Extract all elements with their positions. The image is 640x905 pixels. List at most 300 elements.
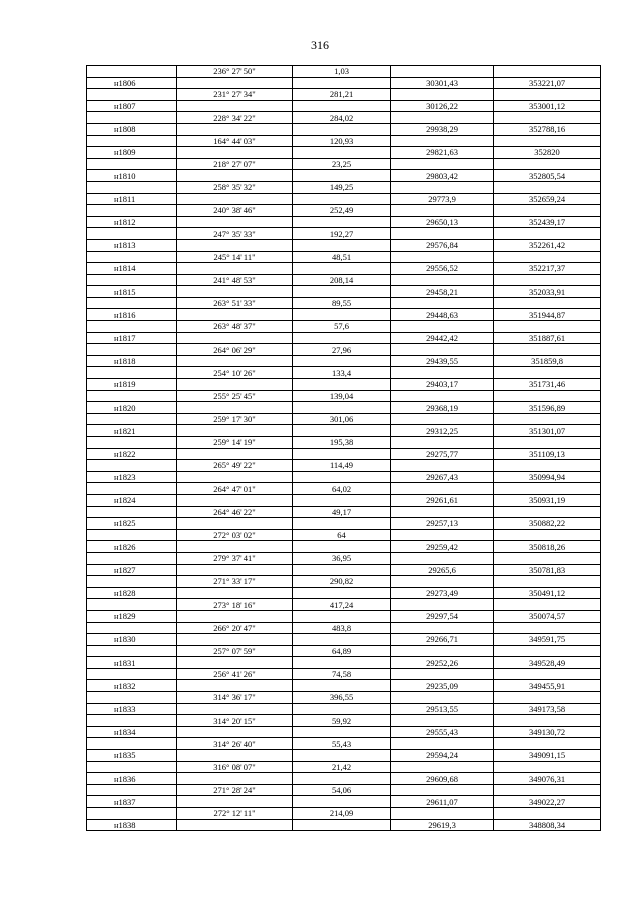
empty-cell — [494, 761, 601, 773]
empty-cell — [494, 668, 601, 680]
segment-length-cell: 208,14 — [293, 274, 391, 286]
empty-cell — [494, 344, 601, 356]
y-coordinate-cell: 350491,12 — [494, 587, 601, 599]
point-name-cell: н1814 — [87, 263, 177, 275]
point-name-cell: н1826 — [87, 541, 177, 553]
empty-cell — [293, 263, 391, 275]
empty-cell — [293, 332, 391, 344]
point-row — [87, 379, 601, 391]
x-coordinate-cell: 29297,54 — [391, 610, 494, 622]
direction-angle-cell: 259° 17' 30" — [177, 413, 293, 425]
empty-cell — [177, 448, 293, 460]
direction-angle-cell: 259° 14' 19" — [177, 437, 293, 449]
empty-cell — [177, 657, 293, 669]
segment-length-cell: 483,8 — [293, 622, 391, 634]
segment-row — [87, 437, 601, 449]
empty-cell — [391, 784, 494, 796]
empty-cell — [494, 576, 601, 588]
y-coordinate-cell: 349091,15 — [494, 750, 601, 762]
empty-cell — [177, 773, 293, 785]
empty-cell — [293, 750, 391, 762]
direction-angle-cell: 279° 37' 41" — [177, 552, 293, 564]
x-coordinate-cell: 29275,77 — [391, 448, 494, 460]
empty-cell — [293, 796, 391, 808]
point-row — [87, 541, 601, 553]
x-coordinate-cell: 29235,09 — [391, 680, 494, 692]
x-coordinate-cell: 29458,21 — [391, 286, 494, 298]
point-row — [87, 170, 601, 182]
empty-cell — [87, 622, 177, 634]
segment-length-cell: 290,82 — [293, 576, 391, 588]
direction-angle-cell: 264° 46' 22" — [177, 506, 293, 518]
y-coordinate-cell: 351859,8 — [494, 355, 601, 367]
empty-cell — [177, 680, 293, 692]
y-coordinate-cell: 351596,89 — [494, 402, 601, 414]
direction-angle-cell: 231° 27' 34" — [177, 89, 293, 101]
direction-angle-cell: 254° 10' 26" — [177, 367, 293, 379]
empty-cell — [177, 425, 293, 437]
empty-cell — [87, 715, 177, 727]
direction-angle-cell: 263° 48' 37" — [177, 321, 293, 333]
point-row — [87, 332, 601, 344]
segment-length-cell: 74,58 — [293, 668, 391, 680]
point-name-cell: н1807 — [87, 100, 177, 112]
empty-cell — [87, 158, 177, 170]
segment-length-cell: 48,51 — [293, 251, 391, 263]
y-coordinate-cell: 352217,37 — [494, 263, 601, 275]
empty-cell — [293, 703, 391, 715]
segment-row — [87, 112, 601, 124]
empty-cell — [87, 321, 177, 333]
empty-cell — [293, 193, 391, 205]
point-row — [87, 494, 601, 506]
empty-cell — [494, 321, 601, 333]
empty-cell — [391, 483, 494, 495]
empty-cell — [391, 761, 494, 773]
empty-cell — [293, 425, 391, 437]
y-coordinate-cell: 353001,12 — [494, 100, 601, 112]
y-coordinate-cell: 349022,27 — [494, 796, 601, 808]
empty-cell — [87, 645, 177, 657]
empty-cell — [87, 274, 177, 286]
segment-length-cell: 133,4 — [293, 367, 391, 379]
point-row — [87, 518, 601, 530]
segment-row — [87, 228, 601, 240]
segment-length-cell: 89,55 — [293, 297, 391, 309]
empty-cell — [177, 518, 293, 530]
empty-cell — [177, 541, 293, 553]
empty-cell — [293, 726, 391, 738]
segment-row — [87, 506, 601, 518]
empty-cell — [293, 379, 391, 391]
empty-cell — [177, 286, 293, 298]
point-row — [87, 564, 601, 576]
segment-row — [87, 413, 601, 425]
y-coordinate-cell: 349528,49 — [494, 657, 601, 669]
direction-angle-cell: 265° 49' 22" — [177, 460, 293, 472]
empty-cell — [494, 529, 601, 541]
empty-cell — [177, 564, 293, 576]
segment-length-cell: 54,06 — [293, 784, 391, 796]
point-name-cell: н1812 — [87, 216, 177, 228]
x-coordinate-cell: 29403,17 — [391, 379, 494, 391]
x-coordinate-cell: 29273,49 — [391, 587, 494, 599]
direction-angle-cell: 247° 35' 33" — [177, 228, 293, 240]
segment-length-cell: 36,95 — [293, 552, 391, 564]
point-name-cell: н1819 — [87, 379, 177, 391]
segment-length-cell: 57,6 — [293, 321, 391, 333]
y-coordinate-cell: 349591,75 — [494, 634, 601, 646]
segment-length-cell: 49,17 — [293, 506, 391, 518]
empty-cell — [177, 796, 293, 808]
empty-cell — [391, 576, 494, 588]
point-row — [87, 309, 601, 321]
empty-cell — [87, 599, 177, 611]
direction-angle-cell: 314° 36' 17" — [177, 692, 293, 704]
empty-cell — [293, 657, 391, 669]
empty-cell — [494, 135, 601, 147]
empty-cell — [494, 390, 601, 402]
empty-cell — [177, 471, 293, 483]
segment-row — [87, 599, 601, 611]
segment-length-cell: 120,93 — [293, 135, 391, 147]
page-number: 316 — [311, 38, 329, 52]
point-name-cell: н1816 — [87, 309, 177, 321]
empty-cell — [293, 147, 391, 159]
x-coordinate-cell: 29439,55 — [391, 355, 494, 367]
y-coordinate-cell: 352788,16 — [494, 123, 601, 135]
segment-length-cell: 27,96 — [293, 344, 391, 356]
empty-cell — [494, 274, 601, 286]
empty-cell — [494, 808, 601, 820]
x-coordinate-cell: 29259,42 — [391, 541, 494, 553]
point-name-cell: н1827 — [87, 564, 177, 576]
y-coordinate-cell: 349173,58 — [494, 703, 601, 715]
x-coordinate-cell: 29594,24 — [391, 750, 494, 762]
empty-cell — [87, 413, 177, 425]
x-coordinate-cell: 29555,43 — [391, 726, 494, 738]
empty-cell — [391, 367, 494, 379]
segment-length-cell: 301,06 — [293, 413, 391, 425]
direction-angle-cell: 245° 14' 11" — [177, 251, 293, 263]
x-coordinate-cell: 29252,26 — [391, 657, 494, 669]
empty-cell — [87, 181, 177, 193]
y-coordinate-cell: 350074,57 — [494, 610, 601, 622]
direction-angle-cell: 314° 20' 15" — [177, 715, 293, 727]
empty-cell — [293, 587, 391, 599]
point-row — [87, 239, 601, 251]
segment-length-cell: 1,03 — [293, 66, 391, 78]
point-name-cell: н1821 — [87, 425, 177, 437]
segment-length-cell: 64,89 — [293, 645, 391, 657]
segment-length-cell: 64 — [293, 529, 391, 541]
segment-row — [87, 808, 601, 820]
point-name-cell: н1834 — [87, 726, 177, 738]
empty-cell — [87, 66, 177, 78]
empty-cell — [293, 610, 391, 622]
empty-cell — [177, 193, 293, 205]
direction-angle-cell: 271° 33' 17" — [177, 576, 293, 588]
empty-cell — [293, 309, 391, 321]
point-row — [87, 471, 601, 483]
x-coordinate-cell: 29368,19 — [391, 402, 494, 414]
x-coordinate-cell: 29576,84 — [391, 239, 494, 251]
x-coordinate-cell: 29312,25 — [391, 425, 494, 437]
empty-cell — [87, 112, 177, 124]
empty-cell — [494, 692, 601, 704]
empty-cell — [293, 471, 391, 483]
empty-cell — [391, 529, 494, 541]
empty-cell — [391, 344, 494, 356]
segment-row — [87, 460, 601, 472]
segment-length-cell: 252,49 — [293, 205, 391, 217]
direction-angle-cell: 255° 25' 45" — [177, 390, 293, 402]
segment-row — [87, 692, 601, 704]
point-row — [87, 263, 601, 275]
direction-angle-cell: 314° 26' 40" — [177, 738, 293, 750]
point-name-cell: н1830 — [87, 634, 177, 646]
point-name-cell: н1822 — [87, 448, 177, 460]
segment-row — [87, 66, 601, 78]
segment-length-cell: 281,21 — [293, 89, 391, 101]
direction-angle-cell: 256° 41' 26" — [177, 668, 293, 680]
y-coordinate-cell: 349076,31 — [494, 773, 601, 785]
segment-row — [87, 645, 601, 657]
empty-cell — [177, 355, 293, 367]
point-name-cell: н1836 — [87, 773, 177, 785]
empty-cell — [391, 181, 494, 193]
x-coordinate-cell: 29448,63 — [391, 309, 494, 321]
empty-cell — [177, 494, 293, 506]
x-coordinate-cell: 29261,61 — [391, 494, 494, 506]
empty-cell — [87, 529, 177, 541]
point-name-cell: н1818 — [87, 355, 177, 367]
point-name-cell: н1828 — [87, 587, 177, 599]
segment-row — [87, 622, 601, 634]
empty-cell — [293, 634, 391, 646]
point-row — [87, 286, 601, 298]
y-coordinate-cell: 348808,34 — [494, 819, 601, 831]
direction-angle-cell: 257° 07' 59" — [177, 645, 293, 657]
empty-cell — [391, 738, 494, 750]
x-coordinate-cell: 29650,13 — [391, 216, 494, 228]
y-coordinate-cell: 350781,83 — [494, 564, 601, 576]
point-row — [87, 216, 601, 228]
segment-row — [87, 715, 601, 727]
segment-row — [87, 297, 601, 309]
empty-cell — [494, 89, 601, 101]
point-name-cell: н1824 — [87, 494, 177, 506]
direction-angle-cell: 273° 18' 16" — [177, 599, 293, 611]
segment-length-cell: 417,24 — [293, 599, 391, 611]
empty-cell — [293, 216, 391, 228]
segment-row — [87, 576, 601, 588]
y-coordinate-cell: 351944,87 — [494, 309, 601, 321]
empty-cell — [391, 460, 494, 472]
empty-cell — [293, 494, 391, 506]
empty-cell — [391, 205, 494, 217]
empty-cell — [177, 379, 293, 391]
y-coordinate-cell: 351301,07 — [494, 425, 601, 437]
empty-cell — [293, 123, 391, 135]
empty-cell — [391, 437, 494, 449]
empty-cell — [391, 692, 494, 704]
point-row — [87, 773, 601, 785]
point-name-cell: н1837 — [87, 796, 177, 808]
empty-cell — [293, 355, 391, 367]
y-coordinate-cell: 352805,54 — [494, 170, 601, 182]
segment-length-cell: 59,92 — [293, 715, 391, 727]
empty-cell — [391, 89, 494, 101]
segment-row — [87, 321, 601, 333]
empty-cell — [177, 100, 293, 112]
segment-length-cell: 149,25 — [293, 181, 391, 193]
empty-cell — [293, 170, 391, 182]
empty-cell — [494, 181, 601, 193]
direction-angle-cell: 316° 08' 07" — [177, 761, 293, 773]
empty-cell — [87, 297, 177, 309]
point-row — [87, 193, 601, 205]
y-coordinate-cell: 350994,94 — [494, 471, 601, 483]
table-body — [87, 66, 601, 831]
y-coordinate-cell: 352439,17 — [494, 216, 601, 228]
empty-cell — [293, 541, 391, 553]
direction-angle-cell: 218° 27' 07" — [177, 158, 293, 170]
empty-cell — [494, 413, 601, 425]
point-name-cell: н1811 — [87, 193, 177, 205]
point-name-cell: н1829 — [87, 610, 177, 622]
empty-cell — [87, 460, 177, 472]
empty-cell — [87, 738, 177, 750]
empty-cell — [391, 135, 494, 147]
empty-cell — [87, 808, 177, 820]
point-name-cell: н1831 — [87, 657, 177, 669]
point-name-cell: н1833 — [87, 703, 177, 715]
point-name-cell: н1809 — [87, 147, 177, 159]
empty-cell — [391, 808, 494, 820]
y-coordinate-cell: 351887,61 — [494, 332, 601, 344]
direction-angle-cell: 236° 27' 50" — [177, 66, 293, 78]
empty-cell — [391, 552, 494, 564]
direction-angle-cell: 264° 47' 01" — [177, 483, 293, 495]
empty-cell — [87, 390, 177, 402]
direction-angle-cell: 228° 34' 22" — [177, 112, 293, 124]
x-coordinate-cell: 29442,42 — [391, 332, 494, 344]
point-name-cell: н1808 — [87, 123, 177, 135]
x-coordinate-cell: 29257,13 — [391, 518, 494, 530]
segment-length-cell: 195,38 — [293, 437, 391, 449]
point-row — [87, 448, 601, 460]
empty-cell — [391, 112, 494, 124]
point-name-cell: н1806 — [87, 77, 177, 89]
empty-cell — [494, 205, 601, 217]
point-row — [87, 123, 601, 135]
segment-length-cell: 23,25 — [293, 158, 391, 170]
segment-length-cell: 114,49 — [293, 460, 391, 472]
x-coordinate-cell: 29611,07 — [391, 796, 494, 808]
empty-cell — [494, 738, 601, 750]
empty-cell — [87, 576, 177, 588]
empty-cell — [494, 715, 601, 727]
y-coordinate-cell: 352820 — [494, 147, 601, 159]
empty-cell — [177, 123, 293, 135]
coordinates-table — [86, 65, 601, 831]
empty-cell — [87, 135, 177, 147]
segment-length-cell: 64,02 — [293, 483, 391, 495]
empty-cell — [177, 587, 293, 599]
direction-angle-cell: 263° 51' 33" — [177, 297, 293, 309]
y-coordinate-cell: 350882,22 — [494, 518, 601, 530]
empty-cell — [391, 413, 494, 425]
x-coordinate-cell: 29267,43 — [391, 471, 494, 483]
point-row — [87, 147, 601, 159]
empty-cell — [293, 77, 391, 89]
y-coordinate-cell: 352261,42 — [494, 239, 601, 251]
x-coordinate-cell: 29803,42 — [391, 170, 494, 182]
empty-cell — [177, 263, 293, 275]
empty-cell — [177, 147, 293, 159]
point-name-cell: н1820 — [87, 402, 177, 414]
empty-cell — [177, 610, 293, 622]
empty-cell — [494, 367, 601, 379]
empty-cell — [87, 692, 177, 704]
point-row — [87, 100, 601, 112]
point-row — [87, 610, 601, 622]
empty-cell — [494, 645, 601, 657]
empty-cell — [391, 390, 494, 402]
empty-cell — [391, 321, 494, 333]
empty-cell — [391, 66, 494, 78]
point-name-cell: н1817 — [87, 332, 177, 344]
empty-cell — [391, 715, 494, 727]
x-coordinate-cell: 29609,68 — [391, 773, 494, 785]
x-coordinate-cell: 29938,29 — [391, 123, 494, 135]
direction-angle-cell: 241° 48' 53" — [177, 274, 293, 286]
empty-cell — [177, 726, 293, 738]
point-row — [87, 680, 601, 692]
segment-row — [87, 89, 601, 101]
direction-angle-cell: 266° 20' 47" — [177, 622, 293, 634]
empty-cell — [391, 274, 494, 286]
empty-cell — [494, 228, 601, 240]
empty-cell — [177, 309, 293, 321]
segment-length-cell: 192,27 — [293, 228, 391, 240]
empty-cell — [494, 784, 601, 796]
point-row — [87, 750, 601, 762]
y-coordinate-cell: 351731,46 — [494, 379, 601, 391]
direction-angle-cell: 272° 12' 11" — [177, 808, 293, 820]
point-name-cell: н1810 — [87, 170, 177, 182]
x-coordinate-cell: 30126,22 — [391, 100, 494, 112]
empty-cell — [494, 506, 601, 518]
segment-row — [87, 552, 601, 564]
empty-cell — [177, 750, 293, 762]
y-coordinate-cell: 353221,07 — [494, 77, 601, 89]
empty-cell — [177, 332, 293, 344]
segment-row — [87, 367, 601, 379]
y-coordinate-cell: 349455,91 — [494, 680, 601, 692]
x-coordinate-cell: 29556,52 — [391, 263, 494, 275]
point-name-cell: н1835 — [87, 750, 177, 762]
point-name-cell: н1813 — [87, 239, 177, 251]
empty-cell — [391, 622, 494, 634]
empty-cell — [87, 506, 177, 518]
point-row — [87, 425, 601, 437]
point-row — [87, 355, 601, 367]
empty-cell — [87, 552, 177, 564]
x-coordinate-cell: 29513,55 — [391, 703, 494, 715]
empty-cell — [293, 100, 391, 112]
